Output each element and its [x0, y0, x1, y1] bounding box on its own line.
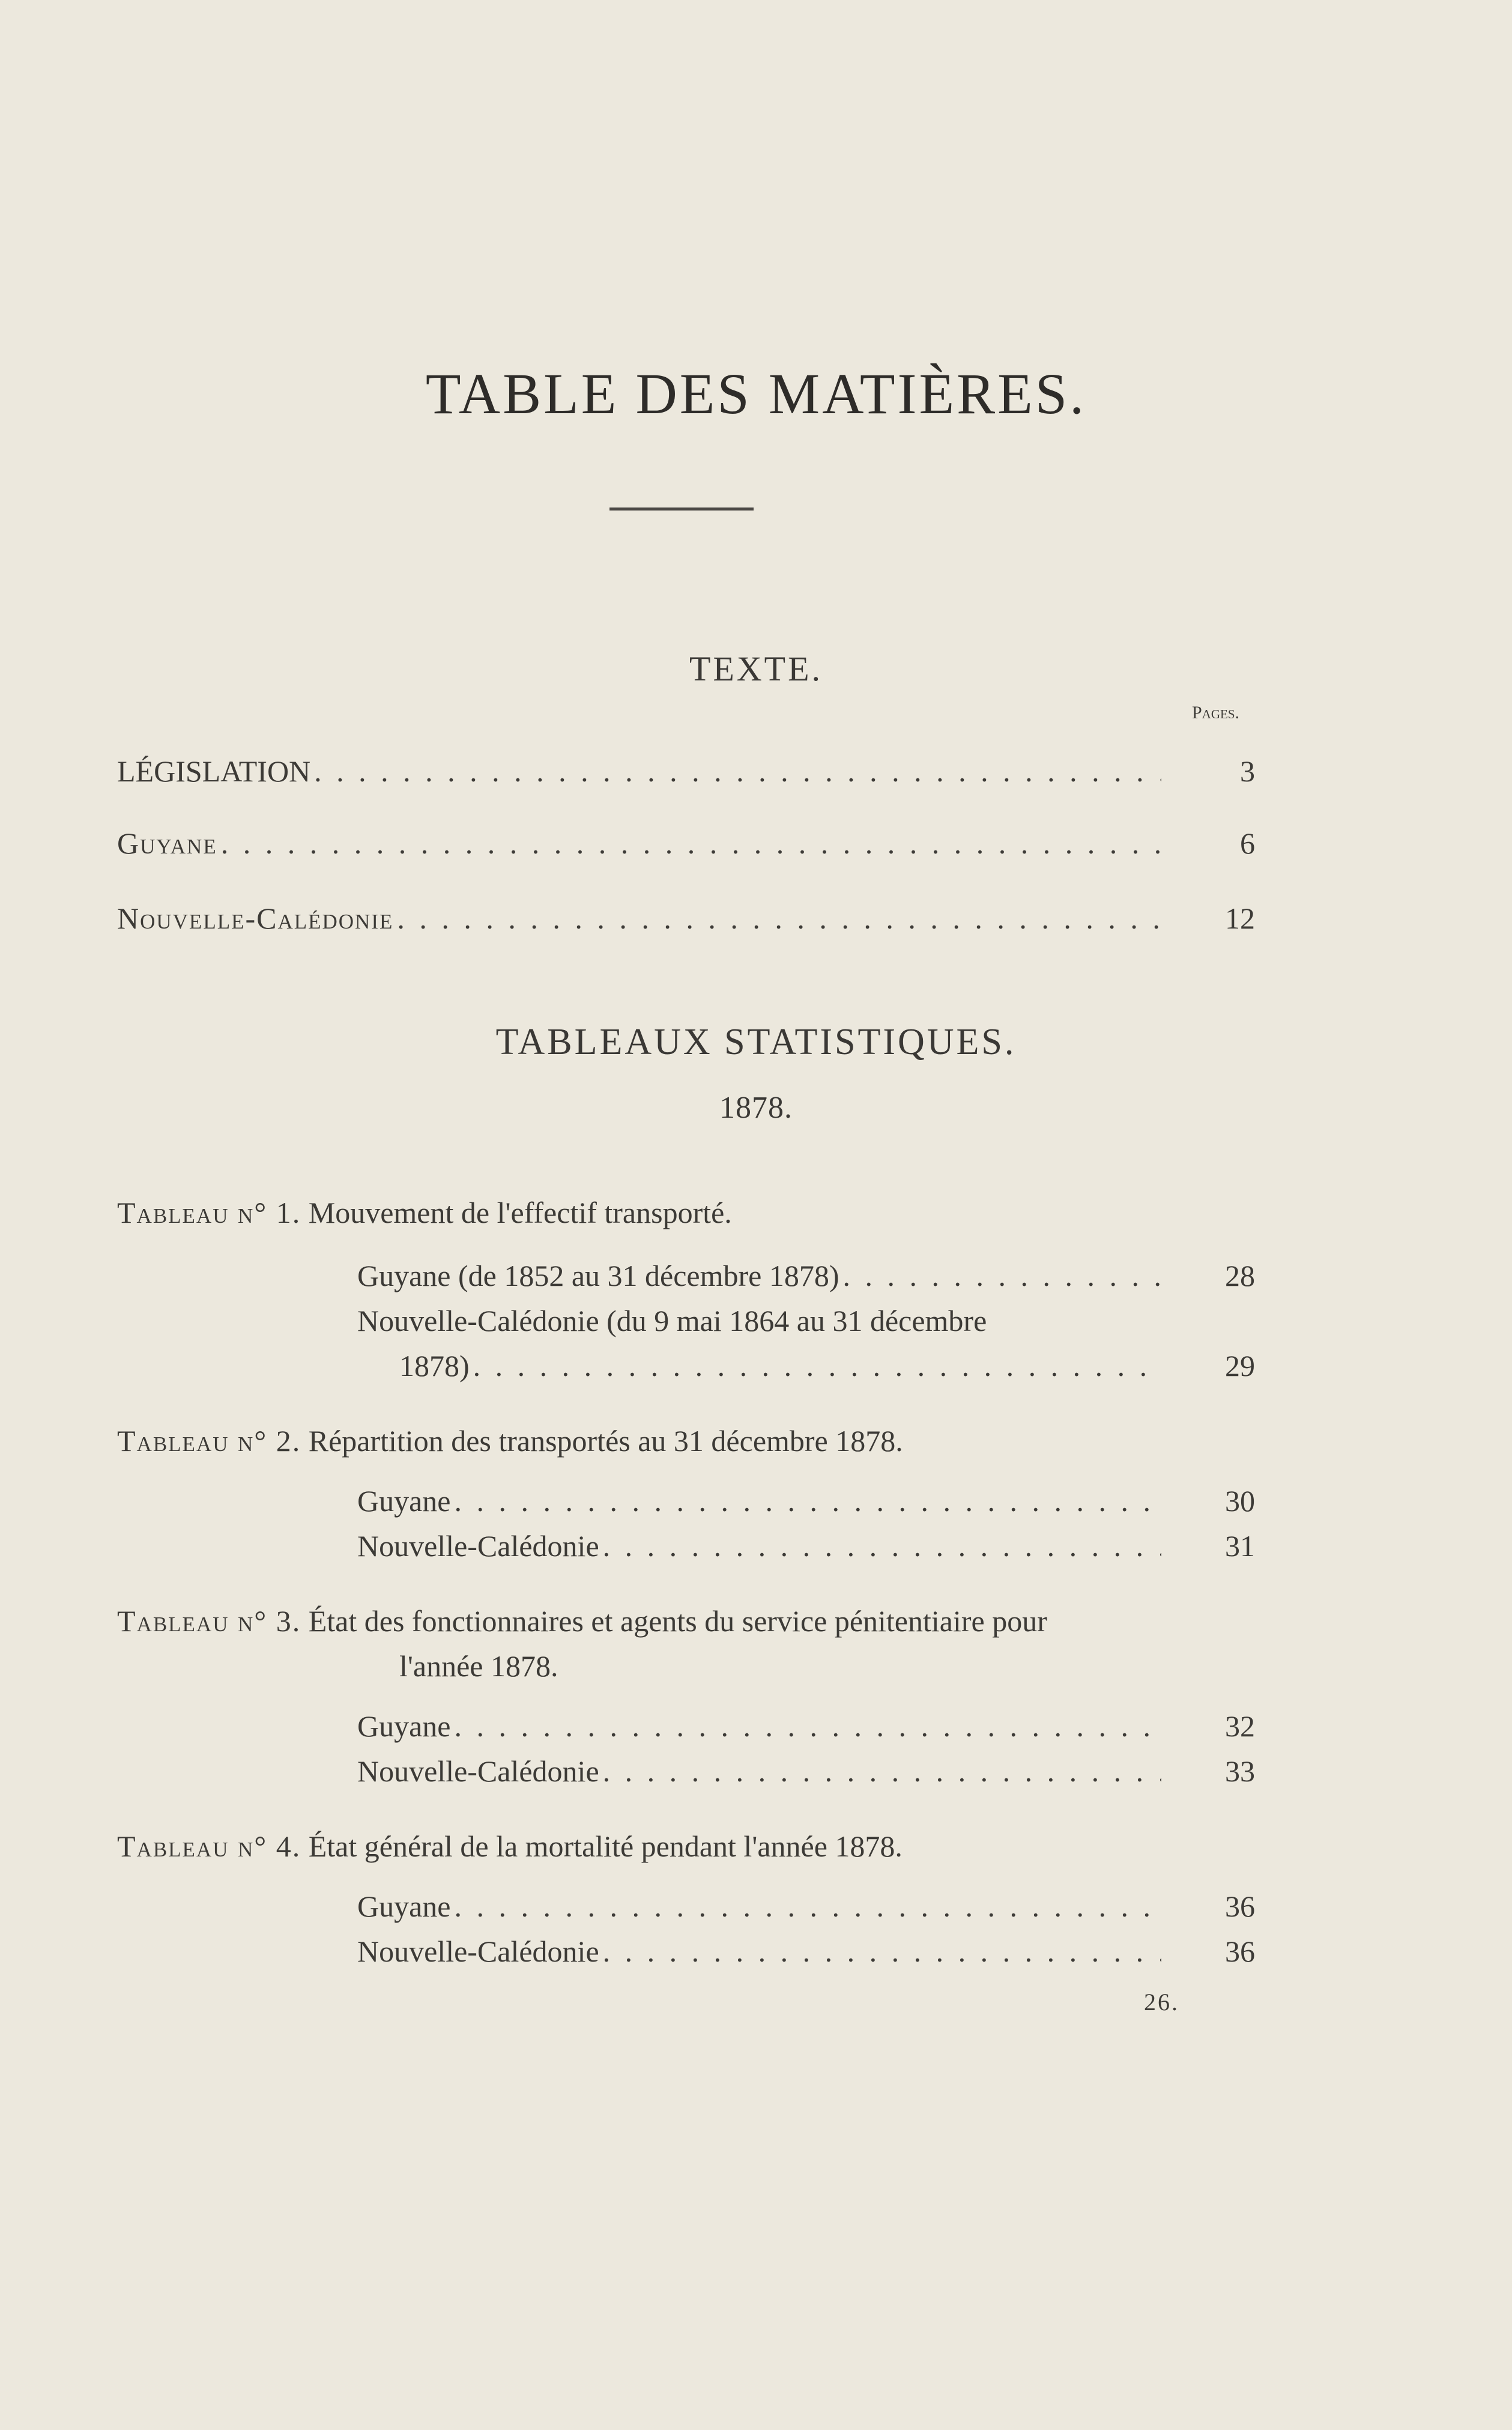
tableau-number: Tableau n° 2. [117, 1424, 301, 1458]
toc-entry-t4-guyane[interactable] [357, 1889, 1255, 1924]
toc-entry-nouvelle-caledonie[interactable] [117, 901, 1255, 936]
tableau-title: Mouvement de l'effectif transporté. [308, 1196, 732, 1229]
toc-entry-label: Guyane [357, 1484, 451, 1518]
tableau-3-title-line2: l'année 1878. [399, 1649, 558, 1683]
tableau-number: Tableau n° 1. [117, 1196, 301, 1229]
leader-dots [455, 1889, 1162, 1924]
toc-entry-page: 12 [1225, 901, 1255, 935]
leader-dots [603, 1754, 1161, 1789]
toc-entry-t1-nc[interactable] [399, 1348, 1255, 1383]
toc-entry-t4-nc[interactable] [357, 1934, 1255, 1969]
toc-entry-label: LÉGISLATION [117, 754, 311, 788]
toc-entry-page: 6 [1240, 826, 1255, 860]
toc-entry-page: 31 [1225, 1529, 1255, 1563]
leader-dots [455, 1483, 1162, 1518]
toc-entry-t1-nc-line1[interactable]: Nouvelle-Calédonie (du 9 mai 1864 au 31 décembre [357, 1304, 987, 1338]
tableau-title: Répartition des transportés au 31 décembre 1878. [308, 1424, 903, 1458]
leader-dots [843, 1258, 1162, 1293]
toc-entry-page: 29 [1225, 1349, 1255, 1383]
section-heading-tableaux: TABLEAUX STATISTIQUES. [495, 1022, 1017, 1062]
leader-dots [455, 1709, 1162, 1744]
toc-entry-t3-guyane[interactable] [357, 1709, 1255, 1744]
toc-entry-label: Nouvelle-Calédonie [357, 1529, 599, 1563]
section-heading-texte: TEXTE. [689, 649, 823, 688]
pages-column-label: Pages. [1192, 703, 1240, 723]
tableau-2-heading [117, 1423, 903, 1458]
title-rule [609, 508, 754, 511]
toc-entry-page: 36 [1225, 1889, 1255, 1923]
page-title: TABLE DES MATIÈRES. [425, 362, 1087, 426]
toc-entry-label: Guyane [117, 826, 217, 860]
toc-entry-page: 36 [1225, 1935, 1255, 1968]
toc-entry-page: 32 [1225, 1709, 1255, 1743]
toc-entry-page: 3 [1240, 754, 1255, 788]
leader-dots [603, 1934, 1161, 1969]
toc-entry-label: Nouvelle-Calédonie [357, 1754, 599, 1788]
tableau-number: Tableau n° 3. [117, 1604, 301, 1638]
printer-signature: 26. [1144, 1989, 1179, 2016]
toc-entry-t3-nc[interactable] [357, 1754, 1255, 1789]
tableau-1-heading [117, 1195, 732, 1230]
toc-entry-page: 33 [1225, 1754, 1255, 1788]
leader-dots [314, 754, 1161, 789]
toc-entry-label: Guyane (de 1852 au 31 décembre 1878) [357, 1259, 839, 1292]
tableau-title: État des fonctionnaires et agents du service pénitentiaire pour [308, 1604, 1047, 1638]
toc-entry-page: 30 [1225, 1484, 1255, 1518]
tableau-number: Tableau n° 4. [117, 1829, 301, 1863]
leader-dots [603, 1529, 1161, 1563]
toc-entry-legislation[interactable] [117, 754, 1255, 789]
leader-dots [473, 1348, 1161, 1383]
toc-entry-guyane[interactable] [117, 826, 1255, 861]
tableau-title: État général de la mortalité pendant l'année 1878. [308, 1829, 903, 1863]
leader-dots [221, 826, 1161, 861]
toc-entry-page: 28 [1225, 1259, 1255, 1292]
toc-entry-t2-guyane[interactable] [357, 1483, 1255, 1518]
toc-entry-label: Guyane [357, 1709, 451, 1743]
toc-entry-label: Guyane [357, 1889, 451, 1923]
tableau-3-heading [117, 1604, 1047, 1638]
toc-entry-label: 1878) [399, 1349, 470, 1383]
toc-entry-t1-guyane[interactable] [357, 1258, 1255, 1293]
section-year: 1878. [719, 1091, 793, 1125]
toc-entry-label: Nouvelle-Calédonie [117, 901, 394, 935]
toc-entry-t2-nc[interactable] [357, 1529, 1255, 1563]
toc-entry-label: Nouvelle-Calédonie [357, 1935, 599, 1968]
leader-dots [397, 901, 1161, 936]
tableau-4-heading [117, 1829, 903, 1864]
